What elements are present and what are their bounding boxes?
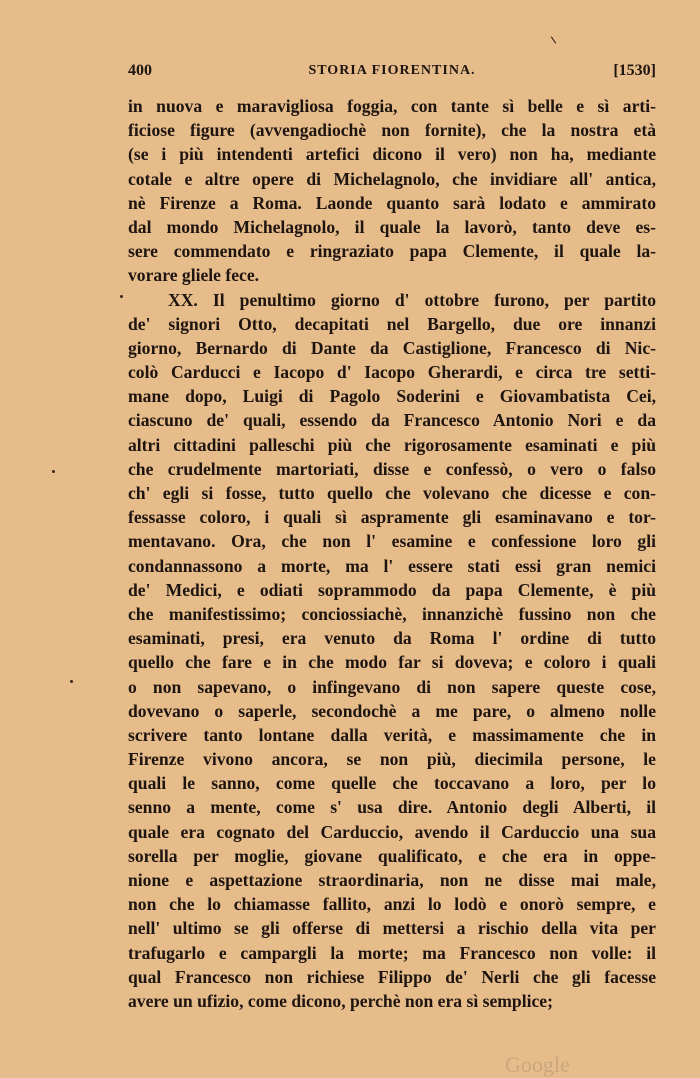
text-line: avere un ufizio, come dicono, perchè non era sì semplice;: [128, 990, 553, 1011]
text-line: trafugarlo e campargli la morte; ma Francesco non volle: il: [128, 942, 656, 963]
text-line: che manifestissimo; conciossiachè, innanzichè fussino non che: [128, 603, 656, 624]
running-header: [128, 62, 656, 86]
text-line: scrivere tanto lontane dalla verità, e massimamente che in: [128, 724, 656, 745]
text-line: non che lo chiamasse fallito, anzi lo lodò e onorò sempre, e: [128, 894, 656, 915]
text-line: altri cittadini palleschi più che rigorosamente esaminati e più: [128, 434, 656, 455]
body-text: [128, 94, 656, 1013]
text-line: fessasse coloro, i quali sì aspramente gli esaminavano e tor-: [128, 507, 656, 528]
page-number: 400: [128, 62, 152, 79]
text-line: in nuova e maravigliosa foggia, con tante sì belle e sì arti-: [128, 96, 656, 116]
text-line: dovevano o saperle, secondochè a me pare, o almeno nolle: [128, 700, 656, 721]
text-line: dal mondo Michelagnolo, il quale la lavorò, tanto deve es-: [128, 216, 656, 237]
text-line: ciascuno de' quali, essendo da Francesco Antonio Nori e da: [128, 410, 656, 431]
watermark: Google: [505, 1052, 570, 1077]
text-line: sorella per moglie, giovane qualificato, e che era in oppe-: [128, 845, 656, 866]
text-line: ficiose figure (avvengadiochè non fornite), che la nostra età: [128, 120, 656, 141]
text-line: nione e aspettazione straordinaria, non ne disse mai male,: [128, 870, 656, 890]
text-line: che crudelmente martoriati, disse e confessò, o vero o falso: [128, 458, 656, 479]
margin-dot: [120, 295, 123, 298]
margin-dot: [70, 680, 73, 683]
running-title: STORIA FIORENTINA.: [308, 63, 476, 78]
text-line: condannassono a morte, ma l' essere stati essi gran nemici: [128, 555, 656, 576]
text-line: (se i più intendenti artefici dicono il vero) non ha, mediante: [128, 144, 656, 165]
text-line: ch' egli si fosse, tutto quello che volevano che dicesse e con-: [128, 483, 656, 503]
text-line: quale era cognato del Carduccio, avendo il Carduccio una sua: [128, 821, 656, 842]
text-line: nè Firenze a Roma. Laonde quanto sarà lodato e ammirato: [128, 192, 656, 213]
margin-dot: [52, 470, 55, 473]
text-line: nell' ultimo se gli offerse di mettersi a rischio della vita per: [128, 918, 656, 939]
text-line: senno a mente, come s' usa dire. Antonio degli Alberti, il: [128, 797, 656, 818]
text-line: qual Francesco non richiese Filippo de' Nerli che gli facesse: [128, 966, 656, 987]
text-line: de' signori Otto, decapitati nel Bargello, due ore innanzi: [128, 313, 656, 334]
year-label: [1530]: [613, 62, 656, 79]
text-line: giorno, Bernardo di Dante da Castiglione, Francesco di Nic-: [128, 337, 656, 358]
text-line: vorare gliele fece.: [128, 265, 260, 286]
text-line: quali le sanno, come quelle che toccavano a loro, per lo: [128, 773, 656, 794]
text-line: quello che fare e in che modo far si doveva; e coloro i quali: [128, 652, 656, 673]
text-line: Firenze vivono ancora, se non più, diecimila persone, le: [128, 749, 656, 770]
text-line: esaminati, presi, era venuto da Roma l' ordine di tutto: [128, 628, 656, 649]
text-line: cotale e altre opere di Michelagnolo, che invidiare all' antica,: [128, 168, 656, 189]
text-line: colò Carducci e Iacopo d' Iacopo Gherardi, e circa tre setti-: [128, 362, 656, 383]
text-line: mane dopo, Luigi di Pagolo Soderini e Giovambatista Cei,: [128, 386, 656, 407]
text-line: sere commendato e ringraziato papa Clemente, il quale la-: [128, 241, 656, 262]
text-line: XX. Il penultimo giorno d' ottobre furono, per partito: [168, 289, 656, 310]
text-line: o non sapevano, o infingevano di non sapere queste cose,: [128, 676, 656, 697]
text-line: mentavano. Ora, che non l' esamine e confessione loro gli: [128, 531, 656, 552]
text-line: de' Medici, e odiati soprammodo da papa Clemente, è più: [128, 579, 656, 600]
ink-mark: [551, 36, 556, 43]
